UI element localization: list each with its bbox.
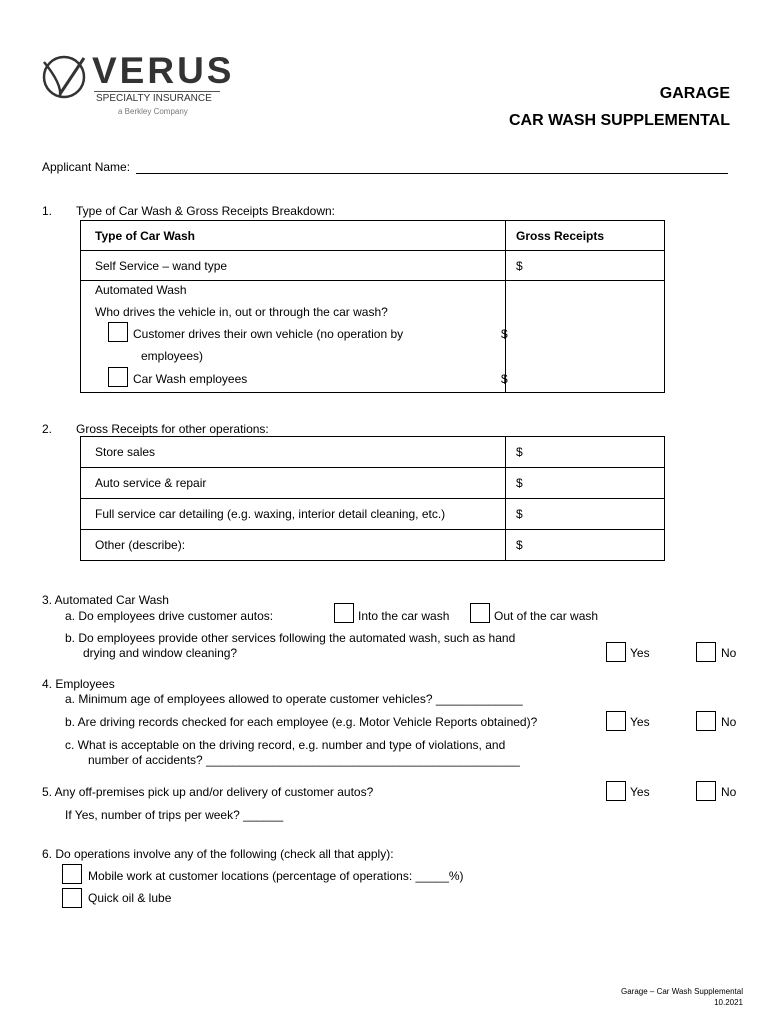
q5-yes-checkbox[interactable]	[606, 781, 626, 801]
q1-customer-drives-label-cont: employees)	[141, 349, 204, 363]
q3b-yes-label: Yes	[630, 646, 650, 660]
q1-col-type-header: Type of Car Wash	[81, 221, 506, 251]
q2-number: 2.	[42, 422, 53, 436]
q1-automated-wash-label: Automated Wash	[95, 283, 187, 297]
q2-row-auto-service: Auto service & repair	[81, 468, 506, 499]
applicant-name-label: Applicant Name:	[42, 160, 131, 174]
logo-tagline: a Berkley Company	[118, 107, 188, 116]
q1-car-wash-employees-receipts[interactable]: $	[501, 372, 508, 386]
logo-divider	[94, 91, 220, 92]
form-category-title: GARAGE	[659, 85, 730, 102]
q3b-no-checkbox[interactable]	[696, 642, 716, 662]
q1-car-wash-employees-label: Car Wash employees	[133, 372, 248, 386]
q1-self-service-receipts[interactable]: $	[506, 251, 665, 281]
q1-customer-drives-checkbox[interactable]	[108, 322, 128, 342]
q3-title: 3. Automated Car Wash	[42, 593, 169, 607]
q4a-question: a. Minimum age of employees allowed to operate customer vehicles? _____________	[65, 692, 523, 706]
q1-col-receipts-header: Gross Receipts	[506, 221, 665, 251]
q3a-question: a. Do employees drive customer autos:	[65, 609, 274, 623]
q1-car-wash-employees-checkbox[interactable]	[108, 367, 128, 387]
q3b-question: b. Do employees provide other services following the automated wash, such as hand	[65, 631, 516, 645]
verus-emblem-icon	[40, 54, 92, 100]
q2-row-detailing: Full service car detailing (e.g. waxing, interior detail cleaning, etc.)	[81, 499, 506, 530]
q5-no-checkbox[interactable]	[696, 781, 716, 801]
q4b-no-checkbox[interactable]	[696, 711, 716, 731]
q5-no-label: No	[721, 785, 737, 799]
logo-name: VERUS	[92, 50, 235, 91]
company-logo	[40, 50, 235, 122]
applicant-name-field[interactable]	[136, 173, 728, 174]
logo-subtitle: SPECIALTY INSURANCE	[96, 93, 212, 104]
form-title: CAR WASH SUPPLEMENTAL	[508, 112, 730, 129]
q1-customer-drives-label: Customer drives their own vehicle (no operation by	[133, 327, 404, 341]
q4b-yes-label: Yes	[630, 715, 650, 729]
q4b-no-label: No	[721, 715, 737, 729]
q2-table	[80, 436, 665, 561]
q4c-question-cont: number of accidents? _______________________________________________	[88, 753, 520, 767]
q1-who-drives-question: Who drives the vehicle in, out or through the car wash?	[95, 305, 388, 319]
q4b-yes-checkbox[interactable]	[606, 711, 626, 731]
q6-mobile-work-checkbox[interactable]	[62, 864, 82, 884]
q4-title: 4. Employees	[42, 677, 115, 691]
q5-trips-question: If Yes, number of trips per week? ______	[65, 808, 284, 822]
q4c-question: c. What is acceptable on the driving record, e.g. number and type of violations, and	[65, 738, 506, 752]
footer-form-version: 10.2021	[714, 998, 743, 1007]
q6-mobile-work-label: Mobile work at customer locations (percentage of operations: _____%)	[88, 869, 464, 883]
q3b-question-cont: drying and window cleaning?	[83, 646, 238, 660]
q6-quick-oil-checkbox[interactable]	[62, 888, 82, 908]
q2-row-other: Other (describe):	[81, 530, 506, 561]
q3a-into-checkbox[interactable]	[334, 603, 354, 623]
q1-row-self-service: Self Service – wand type	[81, 251, 506, 281]
q6-question: 6. Do operations involve any of the following (check all that apply):	[42, 847, 394, 861]
q1-label: Type of Car Wash & Gross Receipts Breakdown:	[76, 204, 335, 218]
q3a-out-checkbox[interactable]	[470, 603, 490, 623]
q4b-question: b. Are driving records checked for each employee (e.g. Motor Vehicle Reports obtained)?	[65, 715, 538, 729]
q3a-into-label: Into the car wash	[358, 609, 450, 623]
q2-store-sales-receipts[interactable]: $	[506, 437, 665, 468]
q3b-yes-checkbox[interactable]	[606, 642, 626, 662]
q5-yes-label: Yes	[630, 785, 650, 799]
q2-detailing-receipts[interactable]: $	[506, 499, 665, 530]
q3b-no-label: No	[721, 646, 737, 660]
footer-form-name: Garage – Car Wash Supplemental	[621, 987, 743, 996]
q1-customer-drives-receipts[interactable]: $	[501, 327, 508, 341]
q1-automated-wash-receipts	[506, 281, 665, 393]
q2-label: Gross Receipts for other operations:	[76, 422, 269, 436]
q2-other-receipts[interactable]: $	[506, 530, 665, 561]
q2-row-store-sales: Store sales	[81, 437, 506, 468]
q6-quick-oil-label: Quick oil & lube	[88, 891, 172, 905]
q1-number: 1.	[42, 204, 53, 218]
q5-question: 5. Any off-premises pick up and/or delivery of customer autos?	[42, 785, 374, 799]
q3a-out-label: Out of the car wash	[494, 609, 599, 623]
q2-auto-service-receipts[interactable]: $	[506, 468, 665, 499]
